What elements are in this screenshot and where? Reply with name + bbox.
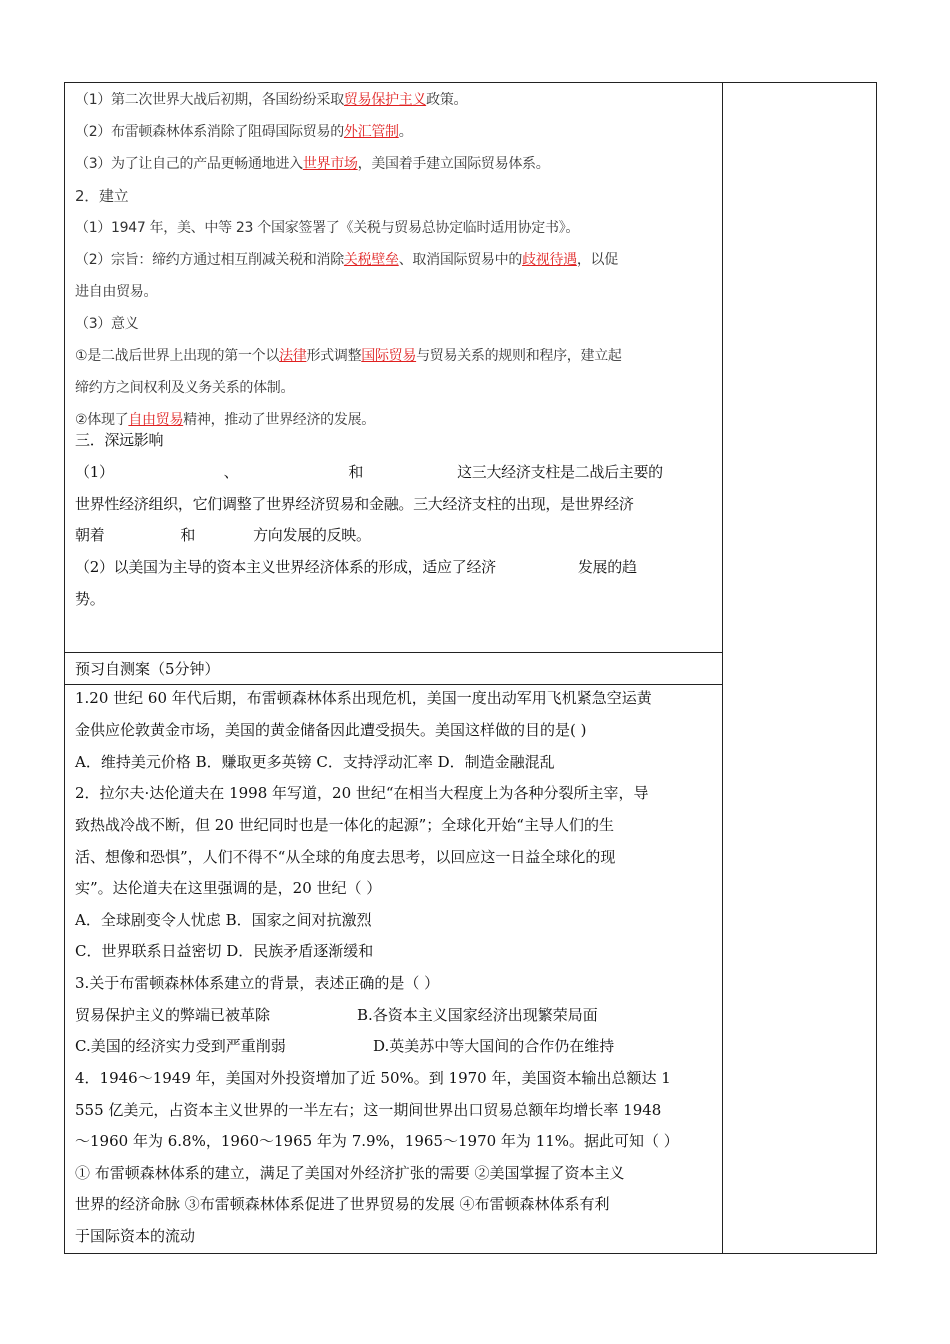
section-three-p1-line2: 世界性经济组织，它们调整了世界经济贸易和金融。三大经济支柱的出现，是世界经济 xyxy=(75,495,634,513)
notes-line-11: ②体现了自由贸易精神，推动了世界经济的发展。 xyxy=(75,412,375,428)
notes-line-7: 进自由贸易。 xyxy=(75,284,158,300)
section-three-p1-line3: 朝着 和 方向发展的反映。 xyxy=(75,526,371,544)
notes-line-2: （2）布雷顿森林体系消除了阻碍国际贸易的外汇管制。 xyxy=(75,124,413,140)
notes-line-3: （3）为了让自己的产品更畅通地进入世界市场，美国着手建立国际贸易体系。 xyxy=(75,156,550,172)
page-table xyxy=(64,82,877,1254)
section-three-p2-line1: （2）以美国为主导的资本主义世界经济体系的形成，适应了经济 发展的趋 xyxy=(75,558,637,576)
q4-line4: ① 布雷顿森林体系的建立，满足了美国对外经济扩张的需要 ②美国掌握了资本主义 xyxy=(75,1164,625,1182)
keyword-tariff-barriers: 关税壁垒 xyxy=(343,252,399,268)
notes-heading-significance: （3）意义 xyxy=(75,316,139,332)
notes-line-10: 缔约方之间权利及义务关系的体制。 xyxy=(75,380,295,396)
section-three-heading: 三．深远影响 xyxy=(75,431,164,449)
quiz-header: 预习自测案（5分钟） xyxy=(75,660,220,678)
keyword-discrimination: 歧视待遇 xyxy=(522,252,577,268)
section-three-p1-line1: （1） 、 和 这三大经济支柱是二战后主要的 xyxy=(75,463,663,481)
q3-line1: 3.关于布雷顿森林体系建立的背景，表述正确的是（ ） xyxy=(75,974,440,992)
q1-line1: 1.20 世纪 60 年代后期，布雷顿森林体系出现危机，美国一度出动军用飞机紧急空运黄 xyxy=(75,689,652,707)
q2-options-cd: C．世界联系日益密切 D．民族矛盾逐渐缓和 xyxy=(75,942,374,960)
q1-options: A．维持美元价格 B．赚取更多英镑 C．支持浮动汇率 D．制造金融混乱 xyxy=(75,753,555,771)
q4-line3: ～1960 年为 6.8%，1960～1965 年为 7.9%，1965～1970 年为 11%。据此可知（ ） xyxy=(75,1132,679,1150)
keyword-foreign-exchange-control: 外汇管制 xyxy=(343,124,399,140)
q2-line4: 实”。达伦道夫在这里强调的是，20 世纪（ ） xyxy=(75,879,382,897)
q4-line1: 4．1946～1949 年，美国对外投资增加了近 50%。到 1970 年，美国资本输出总额达 1 xyxy=(75,1069,671,1087)
q3-option-d: D.英美苏中等大国间的合作仍在维持 xyxy=(373,1037,615,1055)
column-divider xyxy=(722,83,723,1253)
q4-line6: 于国际资本的流动 xyxy=(75,1227,196,1245)
lesson-notes-cell xyxy=(75,83,715,652)
notes-heading-establish: 2．建立 xyxy=(75,187,129,205)
notes-line-6: （2）宗旨：缔约方通过相互削减关税和消除关税壁垒、取消国际贸易中的歧视待遇，以促 xyxy=(75,252,618,268)
q3-option-c: C.美国的经济实力受到严重削弱 xyxy=(75,1037,286,1055)
q3-option-a: 贸易保护主义的弊端已被革除 xyxy=(75,1006,271,1024)
keyword-world-market: 世界市场 xyxy=(302,156,358,172)
notes-line-5: （1）1947 年，美、中等 23 个国家签署了《关税与贸易总协定临时适用协定书》。 xyxy=(75,220,580,236)
q2-line1: 2．拉尔夫·达伦道夫在 1998 年写道，20 世纪“在相当大程度上为各种分裂所主宰，导 xyxy=(75,784,649,802)
keyword-international-trade: 国际贸易 xyxy=(361,348,417,364)
q4-line2: 555 亿美元，占资本主义世界的一半左右；这一期间世界出口贸易总额年均增长率 1948 xyxy=(75,1101,662,1119)
quiz-header-cell xyxy=(75,652,715,684)
q4-line5: 世界的经济命脉 ③布雷顿森林体系促进了世界贸易的发展 ④布雷顿森林体系有利 xyxy=(75,1195,610,1213)
notes-line-9: ①是二战后世界上出现的第一个以法律形式调整国际贸易与贸易关系的规则和程序，建立起 xyxy=(75,348,622,364)
q3-option-b: B.各资本主义国家经济出现繁荣局面 xyxy=(357,1006,598,1024)
keyword-trade-protectionism: 贸易保护主义 xyxy=(343,92,427,108)
notes-line-1: （1）第二次世界大战后初期，各国纷纷采取贸易保护主义政策。 xyxy=(75,92,468,108)
q2-line2: 致热战冷战不断，但 20 世纪同时也是一体化的起源”；全球化开始“主导人们的生 xyxy=(75,816,614,834)
quiz-body-cell xyxy=(75,684,715,1252)
q1-line2: 金供应伦敦黄金市场，美国的黄金储备因此遭受损失。美国这样做的目的是( ) xyxy=(75,721,587,739)
section-three-p2-line2: 势。 xyxy=(75,590,105,608)
keyword-free-trade: 自由贸易 xyxy=(128,412,184,428)
keyword-law: 法律 xyxy=(279,348,307,364)
q2-line3: 活、想像和恐惧”，人们不得不“从全球的角度去思考，以回应这一日益全球化的现 xyxy=(75,848,616,866)
q2-options-ab: A．全球剧变令人忧虑 B．国家之间对抗激烈 xyxy=(75,911,372,929)
